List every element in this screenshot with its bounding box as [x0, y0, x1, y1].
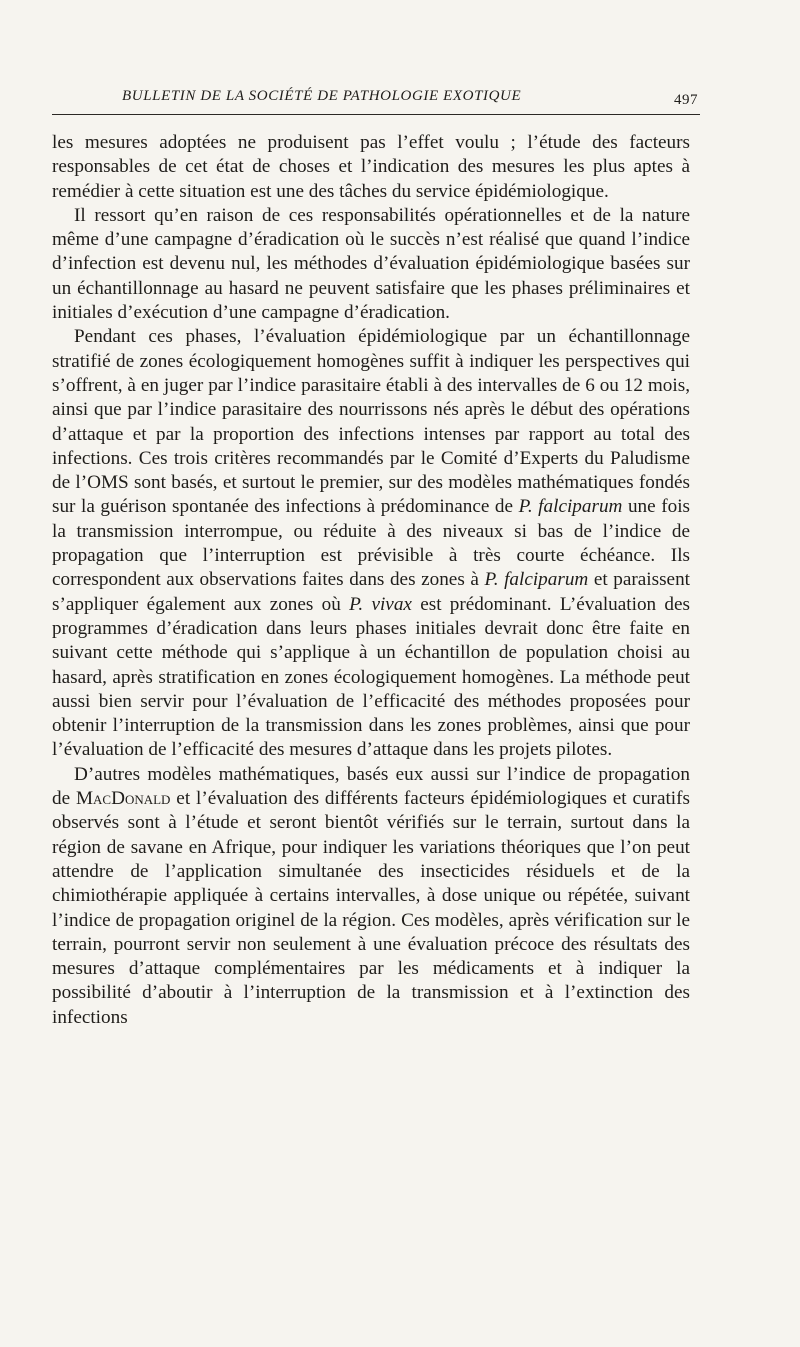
species-name: P. falciparum	[484, 569, 589, 591]
author-name: MacDonald	[75, 788, 171, 810]
text-segment: les mesures adoptées ne produisent pas l’effet voulu ; l’étude des facteurs responsables de cet état de choses et l’indication des mesures les plus aptes à remédier à cette situation est une des tâches du service épidémiologique.	[52, 132, 690, 202]
paragraph	[52, 763, 690, 1030]
page-header	[52, 86, 700, 120]
species-name: P. vivax	[349, 593, 412, 615]
header-rule	[52, 114, 700, 115]
paragraph	[52, 325, 690, 762]
text-segment: une fois la transmission interrompue, ou réduite à des niveaux si bas de l’indice de propagation que l’interruption est prévisible à très courte échéance. Ils correspondent aux observations faites dans des zones à	[52, 496, 690, 591]
text-segment: Il ressort qu’en raison de ces responsabilités opérationnelles et de la nature même d’une campagne d’éradication où le succès n’est réalisé que quand l’indice d’infection est devenu nul, les méthodes d’évaluation épidémiologique basées sur un échantillonnage au hasard ne peuvent satisfaire que les phases préliminaires et initiales d’exécution d’une campagne d’éradication.	[52, 204, 690, 324]
text-segment: et l’évaluation des différents facteurs épidémiologiques et curatifs observés sont à l’étude et seront bientôt vérifiés sur le terrain, surtout dans la région de savane en Afrique, pour indiquer les variations théoriques que l’on peut attendre de l’application simultanée des insecticides résiduels et de la chimiothérapie appliquée à certains intervalles, à dose unique ou répétée, suivant l’indice de propagation originel de la région. Ces modèles, après vérification sur le terrain, pourront servir non seulement à une évaluation précoce des résultats des mesures d’attaque complémentaires par les médicaments et à indiquer la possibilité d’aboutir à l’interruption de la transmission et à l’extinction des infections	[52, 788, 690, 1028]
text-segment: Pendant ces phases, l’évaluation épidémiologique par un échantillonnage stratifié de zones écologiquement homogènes suffit à indiquer les perspectives qui s’offrent, à en juger par l’indice parasitaire établi à des intervalles de 6 ou 12 mois, ainsi que par l’indice parasitaire des nourrissons nés après le début des opérations d’attaque et par la proportion des infections intenses par rapport au total des infections. Ces trois critères recommandés par le Comité d’Experts du Paludisme de l’OMS sont basés, et surtout le premier, sur des modèles mathématiques fondés sur la guérison spontanée des infections à prédominance de	[52, 326, 690, 518]
body-text	[52, 131, 690, 1030]
page-number: 497	[674, 92, 698, 108]
species-name: P. falciparum	[518, 496, 623, 518]
text-segment: est prédominant. L’évaluation des programmes d’éradication dans leurs phases initiales devrait donc être faite en suivant cette méthode qui s’applique à un échantillon de population choisi au hasard, après stratification en zones écologiquement homogènes. La méthode peut aussi bien servir pour l’évaluation de l’efficacité des méthodes proposées pour obtenir l’interruption de la transmission dans les zones problèmes, ainsi que pour l’évaluation de l’efficacité des mesures d’attaque dans les projets pilotes.	[52, 593, 690, 761]
text-segment: D’autres modèles mathématiques, basés eux aussi sur l’indice de propagation de	[52, 763, 690, 810]
paragraph	[52, 204, 690, 325]
running-title: BULLETIN DE LA SOCIÉTÉ DE PATHOLOGIE EXOTIQUE	[122, 88, 522, 104]
paragraph	[52, 131, 690, 204]
text-segment: et paraissent s’appliquer également aux zones où	[52, 569, 690, 615]
